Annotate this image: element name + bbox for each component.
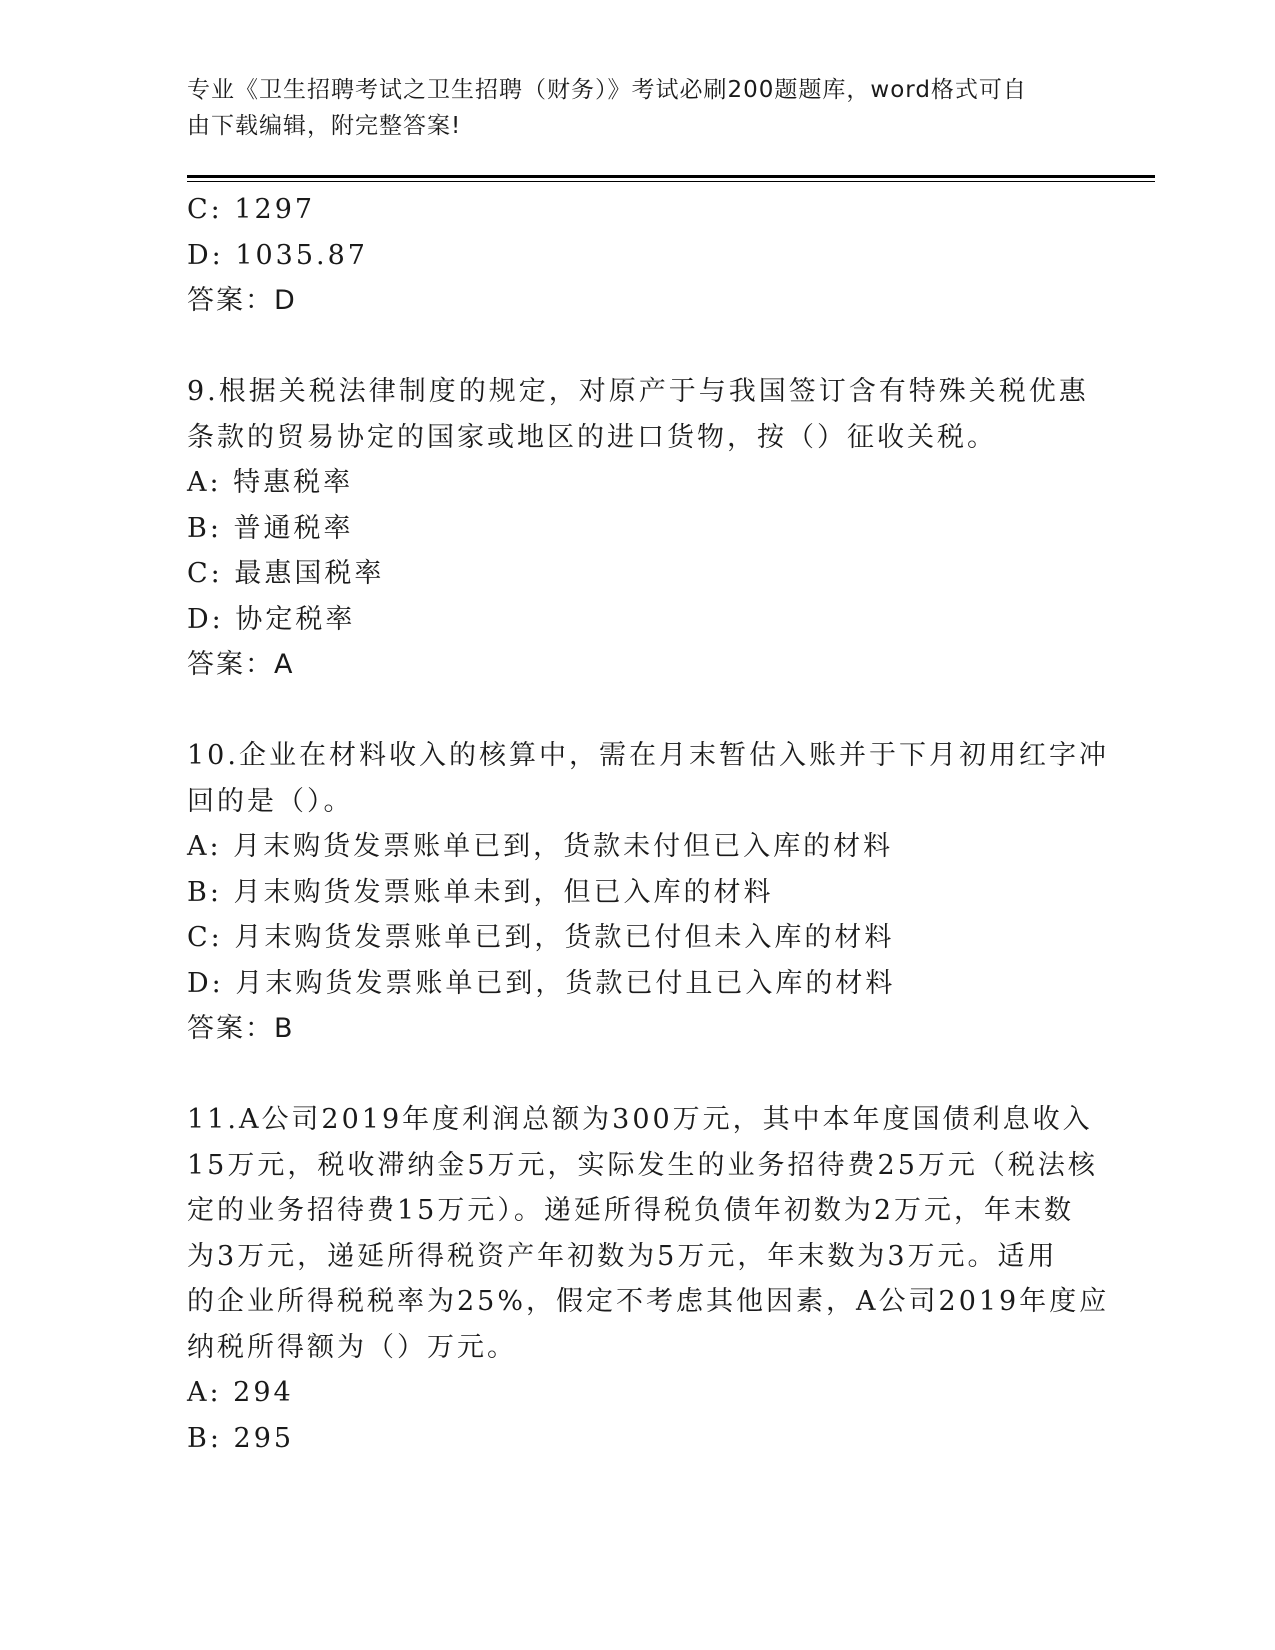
question-11-stem-line-6: 纳税所得额为（）万元。: [187, 1331, 517, 1363]
spacer: [187, 324, 1087, 370]
spacer: [187, 688, 1087, 734]
question-11-option-a: A: 294: [187, 1377, 294, 1408]
question-8-tail: [187, 187, 1087, 324]
question-content: [187, 187, 1110, 1461]
question-9: [187, 369, 1087, 688]
question-8-option-c: C: 1297: [187, 194, 316, 225]
question-11: [187, 1097, 1110, 1461]
spacer: [187, 1052, 1087, 1098]
question-11-stem-line-5: 的企业所得税税率为25%，假定不考虑其他因素，A公司2019年度应: [187, 1286, 1110, 1317]
question-10-option-b: B: 月末购货发票账单未到，但已入库的材料: [187, 876, 774, 908]
question-10-option-a: A: 月末购货发票账单已到，货款未付但已入库的材料: [187, 831, 894, 862]
question-9-stem-line-2: 条款的贸易协定的国家或地区的进口货物，按（）征收关税。: [187, 421, 997, 453]
question-9-option-d: D: 协定税率: [187, 603, 356, 635]
question-10-stem-line-2: 回的是（）。: [187, 785, 354, 817]
header-title-line-2: 由下载编辑，附完整答案!: [187, 113, 462, 139]
question-10: [187, 733, 1109, 1052]
question-9-option-c: C: 最惠国税率: [187, 558, 385, 589]
question-9-stem-line-1: 9.根据关税法律制度的规定，对原产于与我国签订含有特殊关税优惠: [187, 376, 1089, 407]
document-header: [187, 72, 1067, 144]
question-8-answer: 答案：D: [187, 285, 297, 316]
header-divider-thin: [187, 181, 1155, 182]
question-11-option-b: B: 295: [187, 1422, 295, 1454]
question-11-stem-line-3: 定的业务招待费15万元）。递延所得税负债年初数为2万元，年末数: [187, 1195, 1075, 1226]
question-8-option-d: D: 1035.87: [187, 239, 368, 271]
question-11-stem-line-1: 11.A公司2019年度利润总额为300万元，其中本年度国债利息收入: [187, 1104, 1093, 1135]
question-9-answer: 答案：A: [187, 649, 295, 680]
question-11-stem-line-4: 为3万元，递延所得税资产年初数为5万元，年末数为3万元。适用: [187, 1240, 1058, 1272]
question-9-option-b: B: 普通税率: [187, 512, 354, 544]
question-9-option-a: A: 特惠税率: [187, 467, 354, 498]
question-10-option-c: C: 月末购货发票账单已到，货款已付但未入库的材料: [187, 922, 895, 953]
question-10-option-d: D: 月末购货发票账单已到，货款已付且已入库的材料: [187, 967, 896, 999]
header-divider-thick: [187, 175, 1155, 178]
question-10-stem-line-1: 10.企业在材料收入的核算中，需在月末暂估入账并于下月初用红字冲: [187, 740, 1109, 771]
question-11-stem-line-2: 15万元，税收滞纳金5万元，实际发生的业务招待费25万元（税法核: [187, 1149, 1098, 1181]
header-title-line-1: 专业《卫生招聘考试之卫生招聘（财务）》考试必刷200题题库，word格式可自: [187, 77, 1027, 103]
question-10-answer: 答案：B: [187, 1013, 295, 1044]
